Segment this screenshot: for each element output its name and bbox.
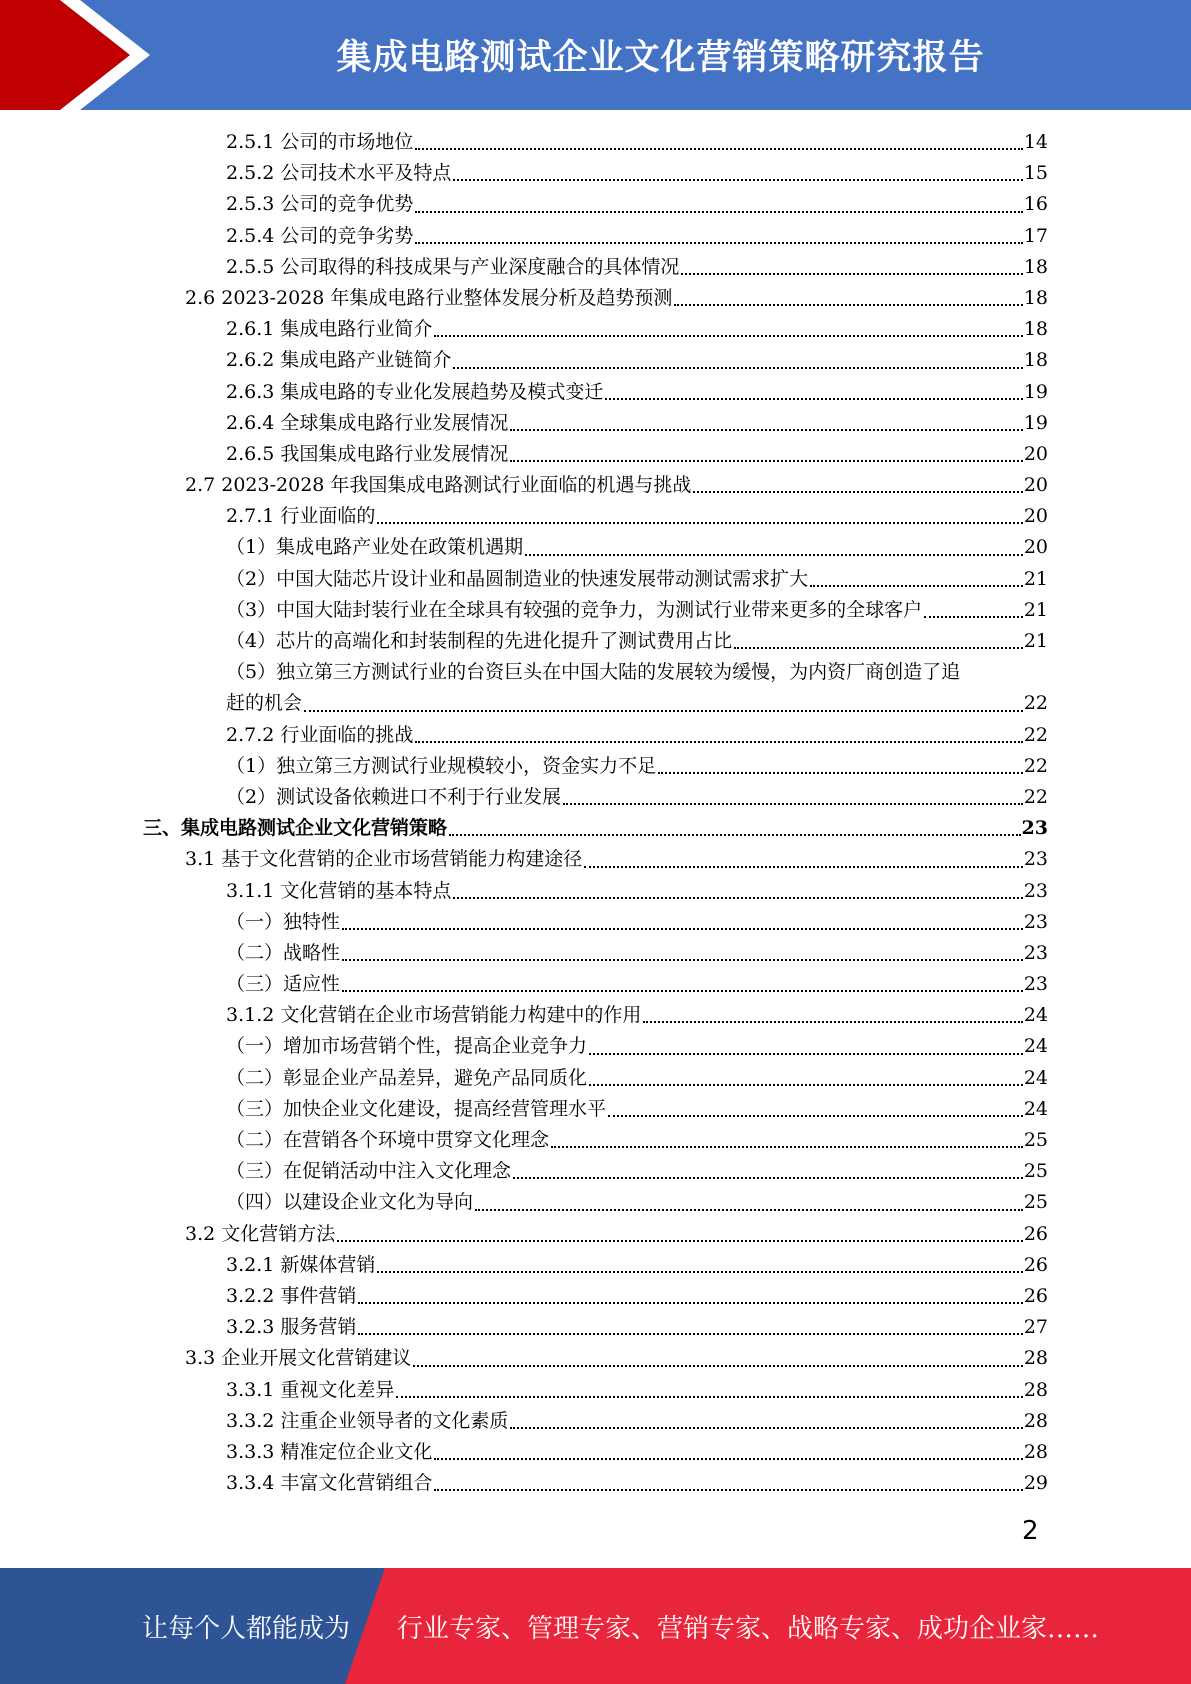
toc-entry-title: 3.3 企业开展文化营销建议 <box>185 1347 412 1370</box>
toc-entry[interactable] <box>226 189 1048 220</box>
toc-dot-leader <box>415 741 1022 743</box>
toc-entry[interactable] <box>226 501 1048 532</box>
toc-dot-leader <box>674 304 1022 306</box>
toc-entry-title: 2.6 2023-2028 年集成电路行业整体发展分析及趋势预测 <box>185 286 673 309</box>
toc-dot-leader <box>475 1209 1023 1211</box>
toc-dot-leader <box>658 772 1023 774</box>
toc-entry-title: 2.5.4 公司的竞争劣势 <box>226 224 414 247</box>
toc-entry-page: 26 <box>1023 1253 1048 1276</box>
toc-entry[interactable] <box>226 876 1048 907</box>
toc-entry-page: 24 <box>1023 1035 1048 1058</box>
toc-dot-leader <box>342 928 1023 930</box>
toc-entry-title: （一）独特性 <box>226 910 341 933</box>
toc-entry[interactable] <box>226 1156 1048 1187</box>
toc-entry-page: 27 <box>1023 1316 1048 1339</box>
toc-entry-title: （二）在营销各个环境中贯穿文化理念 <box>226 1129 550 1151</box>
toc-dot-leader <box>513 1177 1023 1179</box>
toc-entry-title: （5）独立第三方测试行业的台资巨头在中国大陆的发展较为缓慢，为内资厂商创造了追 <box>226 661 961 684</box>
toc-entry[interactable] <box>226 252 1048 283</box>
toc-entry[interactable] <box>226 1312 1048 1343</box>
toc-entry[interactable] <box>226 439 1048 470</box>
toc-entry-title: 2.6.1 集成电路行业简介 <box>226 318 433 341</box>
toc-dot-leader <box>589 1053 1023 1055</box>
toc-entry-title: （四）以建设企业文化为导向 <box>226 1191 474 1214</box>
toc-entry[interactable] <box>226 1250 1048 1281</box>
toc-entry-page: 28 <box>1023 1440 1048 1463</box>
toc-dot-leader <box>449 834 1021 836</box>
toc-entry-title: （二）战略性 <box>226 941 341 964</box>
toc-entry-page: 18 <box>1023 318 1048 341</box>
toc-entry-page: 19 <box>1023 380 1048 403</box>
toc-entry[interactable] <box>226 751 1048 782</box>
table-of-contents <box>0 127 1191 1499</box>
toc-entry-page: 20 <box>1023 474 1048 497</box>
toc-entry-page: 14 <box>1023 131 1048 153</box>
toc-entry[interactable] <box>226 1406 1048 1437</box>
toc-entry-page: 28 <box>1023 1347 1048 1370</box>
toc-entry[interactable] <box>226 1187 1048 1218</box>
toc-dot-leader <box>415 242 1022 244</box>
toc-entry[interactable] <box>226 688 1048 719</box>
toc-entry-page: 21 <box>1023 598 1048 621</box>
toc-entry-title: 3.1.2 文化营销在企业市场营销能力构建中的作用 <box>226 1004 642 1027</box>
toc-entry-page: 24 <box>1023 1066 1048 1089</box>
header-red-arrow <box>0 0 130 110</box>
toc-dot-leader <box>453 367 1022 369</box>
toc-entry-title: 3.3.2 注重企业领导者的文化素质 <box>226 1409 509 1432</box>
toc-dot-leader <box>377 1271 1022 1273</box>
toc-dot-leader <box>693 491 1022 493</box>
toc-entry-page: 22 <box>1023 754 1048 777</box>
toc-entry-title: 2.7.1 行业面临的 <box>226 505 376 528</box>
toc-entry[interactable] <box>226 907 1048 938</box>
toc-entry[interactable] <box>185 1343 1048 1374</box>
toc-entry-title: （三）在促销活动中注入文化理念 <box>226 1160 512 1183</box>
toc-entry-title: 3.2.1 新媒体营销 <box>226 1253 376 1276</box>
toc-dot-leader <box>377 522 1022 524</box>
toc-entry[interactable] <box>226 1437 1048 1468</box>
toc-dot-leader <box>525 554 1023 556</box>
toc-entry-page: 22 <box>1023 692 1048 715</box>
toc-entry-title: （3）中国大陆封装行业在全球具有较强的竞争力，为测试行业带来更多的全球客户 <box>226 598 923 621</box>
toc-entry-title: 三、集成电路测试企业文化营销策略 <box>143 817 448 840</box>
toc-entry-title: 3.3.1 重视文化差异 <box>226 1378 395 1401</box>
toc-dot-leader <box>681 273 1022 275</box>
toc-entry[interactable] <box>226 158 1048 189</box>
footer-slogan-right: 行业专家、管理专家、营销专家、战略专家、成功企业家…… <box>397 1613 1100 1644</box>
toc-dot-leader <box>453 179 1022 181</box>
toc-entry-title: 2.5.5 公司取得的科技成果与产业深度融合的具体情况 <box>226 255 680 278</box>
toc-entry-page: 26 <box>1023 1284 1048 1307</box>
toc-entry[interactable] <box>185 470 1048 501</box>
toc-entry-title: （二）彰显企业产品差异，避免产品同质化 <box>226 1066 588 1089</box>
toc-entry-title: （2）中国大陆芯片设计业和晶圆制造业的快速发展带动测试需求扩大 <box>226 567 809 590</box>
toc-entry-page: 22 <box>1023 723 1048 746</box>
report-title: 集成电路测试企业文化营销策略研究报告 <box>336 38 985 78</box>
toc-entry[interactable] <box>226 626 1048 657</box>
toc-dot-leader <box>608 1115 1023 1117</box>
toc-dot-leader <box>605 398 1022 400</box>
toc-entry-page: 20 <box>1023 442 1048 465</box>
toc-entry-page: 18 <box>1023 255 1048 278</box>
toc-entry-page: 17 <box>1023 224 1048 247</box>
toc-entry[interactable] <box>226 314 1048 345</box>
toc-dot-leader <box>584 866 1023 868</box>
toc-entry[interactable] <box>226 1125 1048 1156</box>
toc-dot-leader <box>434 1489 1022 1491</box>
toc-entry[interactable] <box>226 1375 1048 1406</box>
toc-entry[interactable] <box>226 345 1048 376</box>
header-banner <box>0 0 1191 110</box>
toc-entry-page: 24 <box>1023 1004 1048 1027</box>
toc-entry-title: （4）芯片的高端化和封装制程的先进化提升了测试费用占比 <box>226 630 733 652</box>
toc-entry-page: 25 <box>1023 1129 1048 1151</box>
toc-entry-page: 20 <box>1023 505 1048 528</box>
toc-dot-leader <box>337 1240 1023 1242</box>
toc-entry-title: 2.6.5 我国集成电路行业发展情况 <box>226 442 509 465</box>
toc-entry[interactable] <box>226 1468 1048 1499</box>
toc-entry-title: （三）加快企业文化建设，提高经营管理水平 <box>226 1097 607 1120</box>
toc-entry-page: 28 <box>1023 1378 1048 1401</box>
toc-entry-page: 25 <box>1023 1160 1048 1183</box>
toc-dot-leader <box>563 803 1023 805</box>
toc-entry-page: 22 <box>1023 785 1048 808</box>
toc-entry-page: 23 <box>1023 973 1048 996</box>
toc-entry[interactable] <box>226 1281 1048 1312</box>
toc-entry[interactable] <box>226 377 1048 408</box>
toc-entry[interactable] <box>226 532 1048 563</box>
toc-entry[interactable] <box>226 595 1048 626</box>
toc-entry-title: 2.7.2 行业面临的挑战 <box>226 723 414 746</box>
toc-entry[interactable] <box>226 782 1048 813</box>
toc-dot-leader <box>342 959 1023 961</box>
toc-entry-title: 3.2.2 事件营销 <box>226 1284 357 1307</box>
page-number: 2 <box>1022 1516 1039 1546</box>
toc-entry-page: 23 <box>1023 941 1048 964</box>
toc-entry-page: 18 <box>1023 349 1048 372</box>
toc-entry-page: 19 <box>1023 411 1048 434</box>
toc-entry-title: 3.2 文化营销方法 <box>185 1222 336 1245</box>
toc-entry[interactable] <box>226 1094 1048 1125</box>
toc-entry-page: 23 <box>1023 910 1048 933</box>
toc-dot-leader <box>415 148 1022 150</box>
toc-dot-leader <box>453 897 1022 899</box>
toc-dot-leader <box>589 1084 1023 1086</box>
toc-entry-title: （一）增加市场营销个性，提高企业竞争力 <box>226 1035 588 1058</box>
toc-dot-leader <box>342 990 1023 992</box>
toc-dot-leader <box>924 616 1023 618</box>
footer-slogan-left: 让每个人都能成为 <box>142 1613 351 1644</box>
toc-entry[interactable] <box>226 1000 1048 1031</box>
toc-entry[interactable] <box>226 720 1048 751</box>
toc-entry-title: 3.3.3 精准定位企业文化 <box>226 1440 433 1463</box>
toc-dot-leader <box>510 460 1022 462</box>
toc-entry-page: 18 <box>1023 286 1048 309</box>
toc-entry[interactable] <box>226 408 1048 439</box>
toc-entry-page: 20 <box>1023 536 1048 559</box>
toc-entry[interactable] <box>226 127 1048 158</box>
toc-entry[interactable] <box>226 564 1048 595</box>
toc-dot-leader <box>551 1146 1023 1148</box>
toc-entry[interactable] <box>185 283 1048 314</box>
toc-entry-title: （1）集成电路产业处在政策机遇期 <box>226 536 524 559</box>
toc-entry-title: 2.6.2 集成电路产业链简介 <box>226 349 452 372</box>
toc-entry[interactable] <box>226 1063 1048 1094</box>
toc-entry[interactable] <box>143 813 1048 844</box>
toc-dot-leader <box>434 335 1022 337</box>
toc-dot-leader <box>643 1021 1022 1023</box>
toc-entry[interactable] <box>226 969 1048 1000</box>
toc-entry[interactable] <box>226 938 1048 969</box>
toc-entry-page: 23 <box>1023 848 1048 871</box>
toc-entry[interactable] <box>185 844 1048 875</box>
toc-entry-title: 3.2.3 服务营销 <box>226 1316 357 1339</box>
toc-dot-leader <box>413 1365 1023 1367</box>
toc-entry-page: 25 <box>1023 1191 1048 1214</box>
toc-entry-page: 23 <box>1023 879 1048 902</box>
toc-entry-title: 2.6.4 全球集成电路行业发展情况 <box>226 411 509 434</box>
toc-dot-leader <box>810 585 1023 587</box>
toc-entry-page: 23 <box>1021 817 1048 840</box>
toc-dot-leader <box>396 1396 1022 1398</box>
toc-dot-leader <box>304 710 1023 712</box>
toc-entry-title: 3.1.1 文化营销的基本特点 <box>226 879 452 902</box>
toc-entry-title: 2.5.2 公司技术水平及特点 <box>226 162 452 185</box>
toc-entry-title: 2.6.3 集成电路的专业化发展趋势及模式变迁 <box>226 380 604 403</box>
toc-entry-page: 21 <box>1023 567 1048 590</box>
toc-dot-leader <box>358 1333 1022 1335</box>
toc-entry-title: 3.3.4 丰富文化营销组合 <box>226 1472 433 1495</box>
toc-entry-title: 2.5.3 公司的竞争优势 <box>226 193 414 216</box>
toc-entry-page: 21 <box>1023 630 1048 652</box>
toc-entry-page: 29 <box>1023 1472 1048 1495</box>
toc-entry-title: （三）适应性 <box>226 973 341 996</box>
toc-dot-leader <box>510 429 1022 431</box>
footer-banner <box>0 1568 1191 1684</box>
toc-entry-title: （1）独立第三方测试行业规模较小，资金实力不足 <box>226 754 657 777</box>
toc-dot-leader <box>434 1458 1022 1460</box>
toc-entry-title: 2.5.1 公司的市场地位 <box>226 131 414 153</box>
toc-entry-page: 15 <box>1023 162 1048 185</box>
toc-entry-page: 26 <box>1023 1222 1048 1245</box>
toc-entry[interactable] <box>185 1219 1048 1250</box>
toc-entry[interactable] <box>226 1031 1048 1062</box>
toc-entry-title: 3.1 基于文化营销的企业市场营销能力构建途径 <box>185 848 583 871</box>
toc-entry[interactable] <box>226 657 1048 688</box>
toc-dot-leader <box>415 211 1022 213</box>
toc-dot-leader <box>510 1427 1022 1429</box>
toc-dot-leader <box>358 1302 1022 1304</box>
toc-entry[interactable] <box>226 221 1048 252</box>
toc-entry-title: 赶的机会 <box>226 692 303 715</box>
toc-entry-title: （2）测试设备依赖进口不利于行业发展 <box>226 785 562 808</box>
toc-dot-leader <box>734 647 1023 649</box>
toc-entry-page: 24 <box>1023 1097 1048 1120</box>
toc-entry-page: 16 <box>1023 193 1048 216</box>
toc-entry-page: 28 <box>1023 1409 1048 1432</box>
toc-entry-title: 2.7 2023-2028 年我国集成电路测试行业面临的机遇与挑战 <box>185 474 692 497</box>
